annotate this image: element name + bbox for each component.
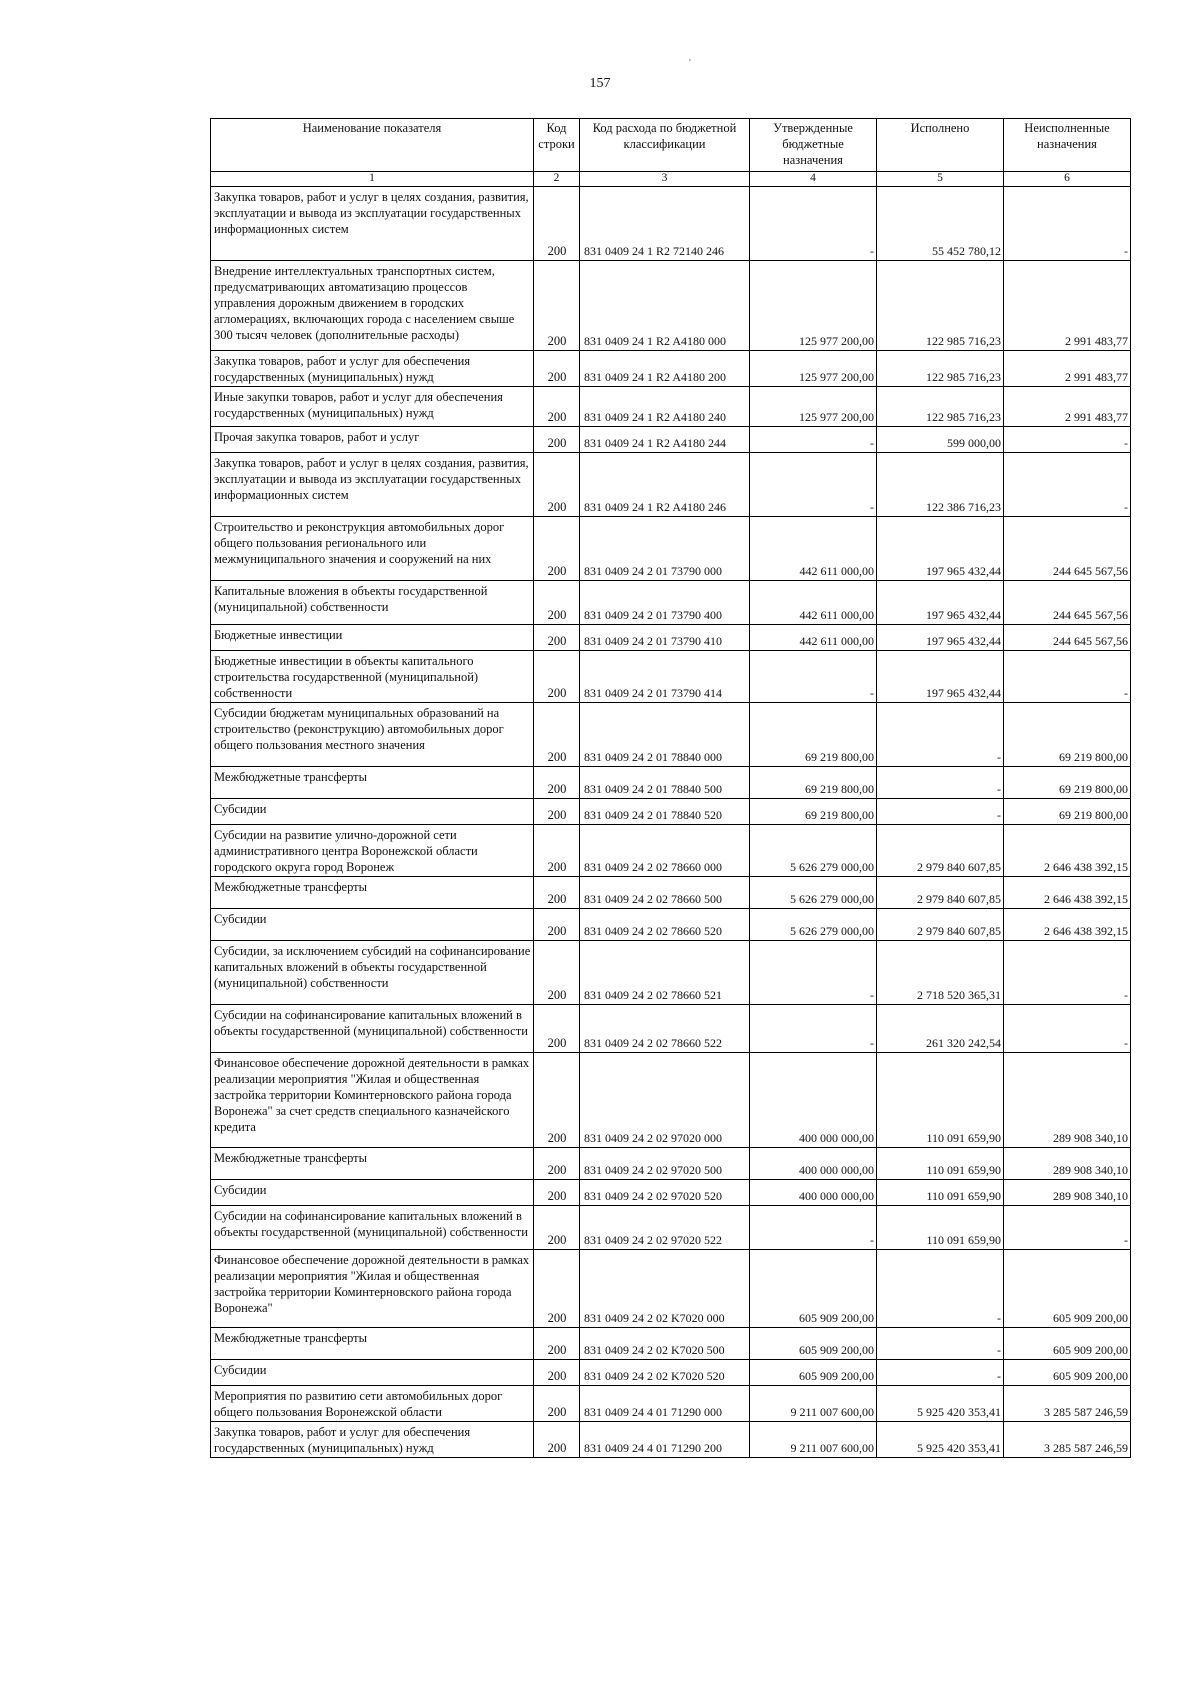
row-name-cell: Строительство и реконструкция автомобильных дорог общего пользования регионального или межмуниципального значения и сооружений на них (211, 517, 534, 581)
row-line-code-cell: 200 (534, 941, 580, 1005)
row-expense-code-cell: 831 0409 24 4 01 71290 200 (580, 1422, 750, 1458)
table-row (211, 453, 1131, 517)
table-header (211, 119, 1131, 187)
row-expense-code-cell: 831 0409 24 2 02 K7020 000 (580, 1250, 750, 1328)
row-executed-cell: 5 925 420 353,41 (877, 1386, 1004, 1422)
column-number: 6 (1004, 172, 1131, 187)
table-row (211, 825, 1131, 877)
row-executed-cell: - (877, 1360, 1004, 1386)
scan-mark: ' (689, 58, 691, 69)
row-unexecuted-cell: 289 908 340,10 (1004, 1180, 1131, 1206)
row-executed-cell: 261 320 242,54 (877, 1005, 1004, 1053)
row-line-code-cell: 200 (534, 427, 580, 453)
row-expense-code-cell: 831 0409 24 4 01 71290 000 (580, 1386, 750, 1422)
row-executed-cell: - (877, 1250, 1004, 1328)
row-line-code-cell: 200 (534, 1053, 580, 1148)
row-approved-cell: 69 219 800,00 (750, 703, 877, 767)
column-number: 2 (534, 172, 580, 187)
column-header-approved: Утвержденные бюджетные назначения (750, 119, 877, 172)
row-approved-cell: 5 626 279 000,00 (750, 825, 877, 877)
table-row (211, 1386, 1131, 1422)
row-unexecuted-cell: 2 646 438 392,15 (1004, 877, 1131, 909)
row-executed-cell: 110 091 659,90 (877, 1180, 1004, 1206)
row-expense-code-cell: 831 0409 24 1 R2 A4180 246 (580, 453, 750, 517)
row-approved-cell: 125 977 200,00 (750, 387, 877, 427)
table-row (211, 651, 1131, 703)
row-line-code-cell: 200 (534, 1148, 580, 1180)
table-row (211, 1148, 1131, 1180)
table-row (211, 1360, 1131, 1386)
row-line-code-cell: 200 (534, 1005, 580, 1053)
row-unexecuted-cell: 2 991 483,77 (1004, 351, 1131, 387)
table-row (211, 877, 1131, 909)
row-expense-code-cell: 831 0409 24 1 R2 72140 246 (580, 187, 750, 261)
row-line-code-cell: 200 (534, 1386, 580, 1422)
row-name-cell: Финансовое обеспечение дорожной деятельности в рамках реализации мероприятия "Жилая и общественная застройка территории Коминтерновского района города Воронежа" (211, 1250, 534, 1328)
row-executed-cell: 122 985 716,23 (877, 351, 1004, 387)
table-row (211, 261, 1131, 351)
row-expense-code-cell: 831 0409 24 2 02 78660 520 (580, 909, 750, 941)
row-expense-code-cell: 831 0409 24 2 02 78660 500 (580, 877, 750, 909)
column-number: 5 (877, 172, 1004, 187)
row-expense-code-cell: 831 0409 24 2 02 97020 500 (580, 1148, 750, 1180)
row-executed-cell: 122 985 716,23 (877, 387, 1004, 427)
row-approved-cell: - (750, 427, 877, 453)
row-name-cell: Субсидии (211, 909, 534, 941)
row-unexecuted-cell: 289 908 340,10 (1004, 1148, 1131, 1180)
table-row (211, 517, 1131, 581)
row-name-cell: Мероприятия по развитию сети автомобильных дорог общего пользования Воронежской области (211, 1386, 534, 1422)
column-header-line-code: Код строки (534, 119, 580, 172)
table-row (211, 581, 1131, 625)
row-expense-code-cell: 831 0409 24 2 02 78660 521 (580, 941, 750, 1005)
row-expense-code-cell: 831 0409 24 1 R2 A4180 200 (580, 351, 750, 387)
row-executed-cell: 55 452 780,12 (877, 187, 1004, 261)
row-unexecuted-cell: 289 908 340,10 (1004, 1053, 1131, 1148)
table-row (211, 1328, 1131, 1360)
row-executed-cell: 2 979 840 607,85 (877, 825, 1004, 877)
row-approved-cell: 442 611 000,00 (750, 581, 877, 625)
row-unexecuted-cell: 605 909 200,00 (1004, 1250, 1131, 1328)
row-expense-code-cell: 831 0409 24 2 01 78840 500 (580, 767, 750, 799)
row-name-cell: Субсидии на софинансирование капитальных вложений в объекты государственной (муниципальной) собственности (211, 1206, 534, 1250)
column-number: 4 (750, 172, 877, 187)
row-approved-cell: 442 611 000,00 (750, 517, 877, 581)
table-row (211, 767, 1131, 799)
row-unexecuted-cell: 3 285 587 246,59 (1004, 1386, 1131, 1422)
table-row (211, 625, 1131, 651)
row-unexecuted-cell: - (1004, 1206, 1131, 1250)
row-line-code-cell: 200 (534, 261, 580, 351)
table-row (211, 1053, 1131, 1148)
row-name-cell: Субсидии (211, 799, 534, 825)
table-row (211, 427, 1131, 453)
row-unexecuted-cell: 244 645 567,56 (1004, 581, 1131, 625)
row-unexecuted-cell: 69 219 800,00 (1004, 767, 1131, 799)
row-executed-cell: - (877, 767, 1004, 799)
column-number: 1 (211, 172, 534, 187)
row-expense-code-cell: 831 0409 24 2 01 73790 400 (580, 581, 750, 625)
row-executed-cell: 2 979 840 607,85 (877, 877, 1004, 909)
row-expense-code-cell: 831 0409 24 2 02 K7020 520 (580, 1360, 750, 1386)
table-row (211, 1206, 1131, 1250)
row-expense-code-cell: 831 0409 24 2 02 97020 520 (580, 1180, 750, 1206)
row-executed-cell: 197 965 432,44 (877, 625, 1004, 651)
row-unexecuted-cell: - (1004, 187, 1131, 261)
table-row (211, 703, 1131, 767)
row-line-code-cell: 200 (534, 625, 580, 651)
row-name-cell: Субсидии, за исключением субсидий на софинансирование капитальных вложений в объекты государственной (муниципальной) собственности (211, 941, 534, 1005)
row-unexecuted-cell: 244 645 567,56 (1004, 517, 1131, 581)
row-expense-code-cell: 831 0409 24 2 02 78660 000 (580, 825, 750, 877)
row-line-code-cell: 200 (534, 767, 580, 799)
row-approved-cell: 125 977 200,00 (750, 261, 877, 351)
row-unexecuted-cell: 2 646 438 392,15 (1004, 825, 1131, 877)
row-unexecuted-cell: 2 991 483,77 (1004, 387, 1131, 427)
row-name-cell: Субсидии на развитие улично-дорожной сети административного центра Воронежской области городского округа город Воронеж (211, 825, 534, 877)
row-executed-cell: 110 091 659,90 (877, 1053, 1004, 1148)
page-number: 157 (589, 76, 611, 91)
row-line-code-cell: 200 (534, 351, 580, 387)
row-name-cell: Прочая закупка товаров, работ и услуг (211, 427, 534, 453)
row-expense-code-cell: 831 0409 24 2 01 73790 414 (580, 651, 750, 703)
header-row (211, 119, 1131, 172)
row-unexecuted-cell: 244 645 567,56 (1004, 625, 1131, 651)
row-line-code-cell: 200 (534, 1328, 580, 1360)
row-name-cell: Финансовое обеспечение дорожной деятельности в рамках реализации мероприятия "Жилая и общественная застройка территории Коминтерновского района города Воронежа" за счет средств специального казначейского кредита (211, 1053, 534, 1148)
table-row (211, 941, 1131, 1005)
row-executed-cell: 5 925 420 353,41 (877, 1422, 1004, 1458)
row-line-code-cell: 200 (534, 909, 580, 941)
row-line-code-cell: 200 (534, 1206, 580, 1250)
table-row (211, 1005, 1131, 1053)
row-name-cell: Бюджетные инвестиции в объекты капитального строительства государственной (муниципальной) собственности (211, 651, 534, 703)
row-executed-cell: - (877, 799, 1004, 825)
column-header-unexecuted: Неисполненные назначения (1004, 119, 1131, 172)
row-unexecuted-cell: - (1004, 453, 1131, 517)
row-name-cell: Внедрение интеллектуальных транспортных систем, предусматривающих автоматизацию процессов управления дорожным движением в городских агломерациях, включающих города с населением свыше 300 тысяч человек (дополнительные расходы) (211, 261, 534, 351)
row-name-cell: Межбюджетные трансферты (211, 767, 534, 799)
row-approved-cell: - (750, 453, 877, 517)
row-expense-code-cell: 831 0409 24 1 R2 A4180 244 (580, 427, 750, 453)
row-name-cell: Закупка товаров, работ и услуг для обеспечения государственных (муниципальных) нужд (211, 351, 534, 387)
row-expense-code-cell: 831 0409 24 2 02 78660 522 (580, 1005, 750, 1053)
row-name-cell: Закупка товаров, работ и услуг для обеспечения государственных (муниципальных) нужд (211, 1422, 534, 1458)
column-header-expense-code: Код расхода по бюджетной классификации (580, 119, 750, 172)
row-executed-cell: 110 091 659,90 (877, 1148, 1004, 1180)
row-line-code-cell: 200 (534, 1360, 580, 1386)
row-approved-cell: 605 909 200,00 (750, 1360, 877, 1386)
row-name-cell: Субсидии (211, 1180, 534, 1206)
row-expense-code-cell: 831 0409 24 2 01 78840 000 (580, 703, 750, 767)
row-line-code-cell: 200 (534, 651, 580, 703)
row-line-code-cell: 200 (534, 581, 580, 625)
row-name-cell: Субсидии бюджетам муниципальных образований на строительство (реконструкцию) автомобильных дорог общего пользования местного значения (211, 703, 534, 767)
row-approved-cell: 69 219 800,00 (750, 799, 877, 825)
row-line-code-cell: 200 (534, 825, 580, 877)
row-executed-cell: 2 979 840 607,85 (877, 909, 1004, 941)
row-expense-code-cell: 831 0409 24 2 01 73790 000 (580, 517, 750, 581)
row-line-code-cell: 200 (534, 877, 580, 909)
row-executed-cell: - (877, 1328, 1004, 1360)
row-line-code-cell: 200 (534, 1422, 580, 1458)
row-expense-code-cell: 831 0409 24 2 02 97020 000 (580, 1053, 750, 1148)
row-unexecuted-cell: - (1004, 651, 1131, 703)
budget-execution-table (210, 118, 1131, 1458)
row-line-code-cell: 200 (534, 703, 580, 767)
column-header-name: Наименование показателя (211, 119, 534, 172)
row-unexecuted-cell: 605 909 200,00 (1004, 1360, 1131, 1386)
row-expense-code-cell: 831 0409 24 2 01 78840 520 (580, 799, 750, 825)
row-executed-cell: 122 985 716,23 (877, 261, 1004, 351)
table-row (211, 1422, 1131, 1458)
row-executed-cell: 197 965 432,44 (877, 581, 1004, 625)
row-line-code-cell: 200 (534, 187, 580, 261)
table-row (211, 351, 1131, 387)
table-row (211, 1180, 1131, 1206)
row-name-cell: Капитальные вложения в объекты государственной (муниципальной) собственности (211, 581, 534, 625)
row-approved-cell: 400 000 000,00 (750, 1180, 877, 1206)
row-unexecuted-cell: 69 219 800,00 (1004, 703, 1131, 767)
row-line-code-cell: 200 (534, 517, 580, 581)
row-executed-cell: 197 965 432,44 (877, 517, 1004, 581)
row-unexecuted-cell: - (1004, 941, 1131, 1005)
row-approved-cell: - (750, 941, 877, 1005)
table-row (211, 187, 1131, 261)
row-approved-cell: 5 626 279 000,00 (750, 877, 877, 909)
row-expense-code-cell: 831 0409 24 1 R2 A4180 000 (580, 261, 750, 351)
row-executed-cell: 122 386 716,23 (877, 453, 1004, 517)
row-line-code-cell: 200 (534, 1180, 580, 1206)
row-executed-cell: 599 000,00 (877, 427, 1004, 453)
row-line-code-cell: 200 (534, 1250, 580, 1328)
row-approved-cell: 9 211 007 600,00 (750, 1386, 877, 1422)
row-approved-cell: - (750, 1206, 877, 1250)
row-unexecuted-cell: - (1004, 1005, 1131, 1053)
row-name-cell: Бюджетные инвестиции (211, 625, 534, 651)
row-executed-cell: - (877, 703, 1004, 767)
row-executed-cell: 197 965 432,44 (877, 651, 1004, 703)
row-unexecuted-cell: 3 285 587 246,59 (1004, 1422, 1131, 1458)
row-approved-cell: 125 977 200,00 (750, 351, 877, 387)
row-line-code-cell: 200 (534, 799, 580, 825)
table-row (211, 799, 1131, 825)
row-name-cell: Субсидии на софинансирование капитальных вложений в объекты государственной (муниципальной) собственности (211, 1005, 534, 1053)
row-unexecuted-cell: 69 219 800,00 (1004, 799, 1131, 825)
row-unexecuted-cell: 2 991 483,77 (1004, 261, 1131, 351)
row-line-code-cell: 200 (534, 387, 580, 427)
row-name-cell: Субсидии (211, 1360, 534, 1386)
row-approved-cell: 442 611 000,00 (750, 625, 877, 651)
row-expense-code-cell: 831 0409 24 1 R2 A4180 240 (580, 387, 750, 427)
row-executed-cell: 2 718 520 365,31 (877, 941, 1004, 1005)
column-header-executed: Исполнено (877, 119, 1004, 172)
row-unexecuted-cell: 2 646 438 392,15 (1004, 909, 1131, 941)
row-approved-cell: 9 211 007 600,00 (750, 1422, 877, 1458)
column-number: 3 (580, 172, 750, 187)
table-row (211, 1250, 1131, 1328)
row-name-cell: Межбюджетные трансферты (211, 1328, 534, 1360)
table-body (211, 187, 1131, 1458)
row-line-code-cell: 200 (534, 453, 580, 517)
row-approved-cell: 5 626 279 000,00 (750, 909, 877, 941)
row-approved-cell: 605 909 200,00 (750, 1250, 877, 1328)
row-expense-code-cell: 831 0409 24 2 01 73790 410 (580, 625, 750, 651)
row-name-cell: Закупка товаров, работ и услуг в целях создания, развития, эксплуатации и вывода из эксплуатации государственных информационных систем (211, 187, 534, 261)
row-name-cell: Межбюджетные трансферты (211, 877, 534, 909)
row-executed-cell: 110 091 659,90 (877, 1206, 1004, 1250)
row-approved-cell: 605 909 200,00 (750, 1328, 877, 1360)
table-row (211, 909, 1131, 941)
row-name-cell: Закупка товаров, работ и услуг в целях создания, развития, эксплуатации и вывода из эксплуатации государственных информационных систем (211, 453, 534, 517)
row-unexecuted-cell: 605 909 200,00 (1004, 1328, 1131, 1360)
row-name-cell: Межбюджетные трансферты (211, 1148, 534, 1180)
row-expense-code-cell: 831 0409 24 2 02 K7020 500 (580, 1328, 750, 1360)
table-row (211, 387, 1131, 427)
row-approved-cell: 400 000 000,00 (750, 1053, 877, 1148)
row-expense-code-cell: 831 0409 24 2 02 97020 522 (580, 1206, 750, 1250)
row-approved-cell: 69 219 800,00 (750, 767, 877, 799)
row-name-cell: Иные закупки товаров, работ и услуг для обеспечения государственных (муниципальных) нужд (211, 387, 534, 427)
row-approved-cell: - (750, 651, 877, 703)
row-approved-cell: - (750, 187, 877, 261)
row-unexecuted-cell: - (1004, 427, 1131, 453)
column-number-row (211, 172, 1131, 187)
row-approved-cell: 400 000 000,00 (750, 1148, 877, 1180)
row-approved-cell: - (750, 1005, 877, 1053)
